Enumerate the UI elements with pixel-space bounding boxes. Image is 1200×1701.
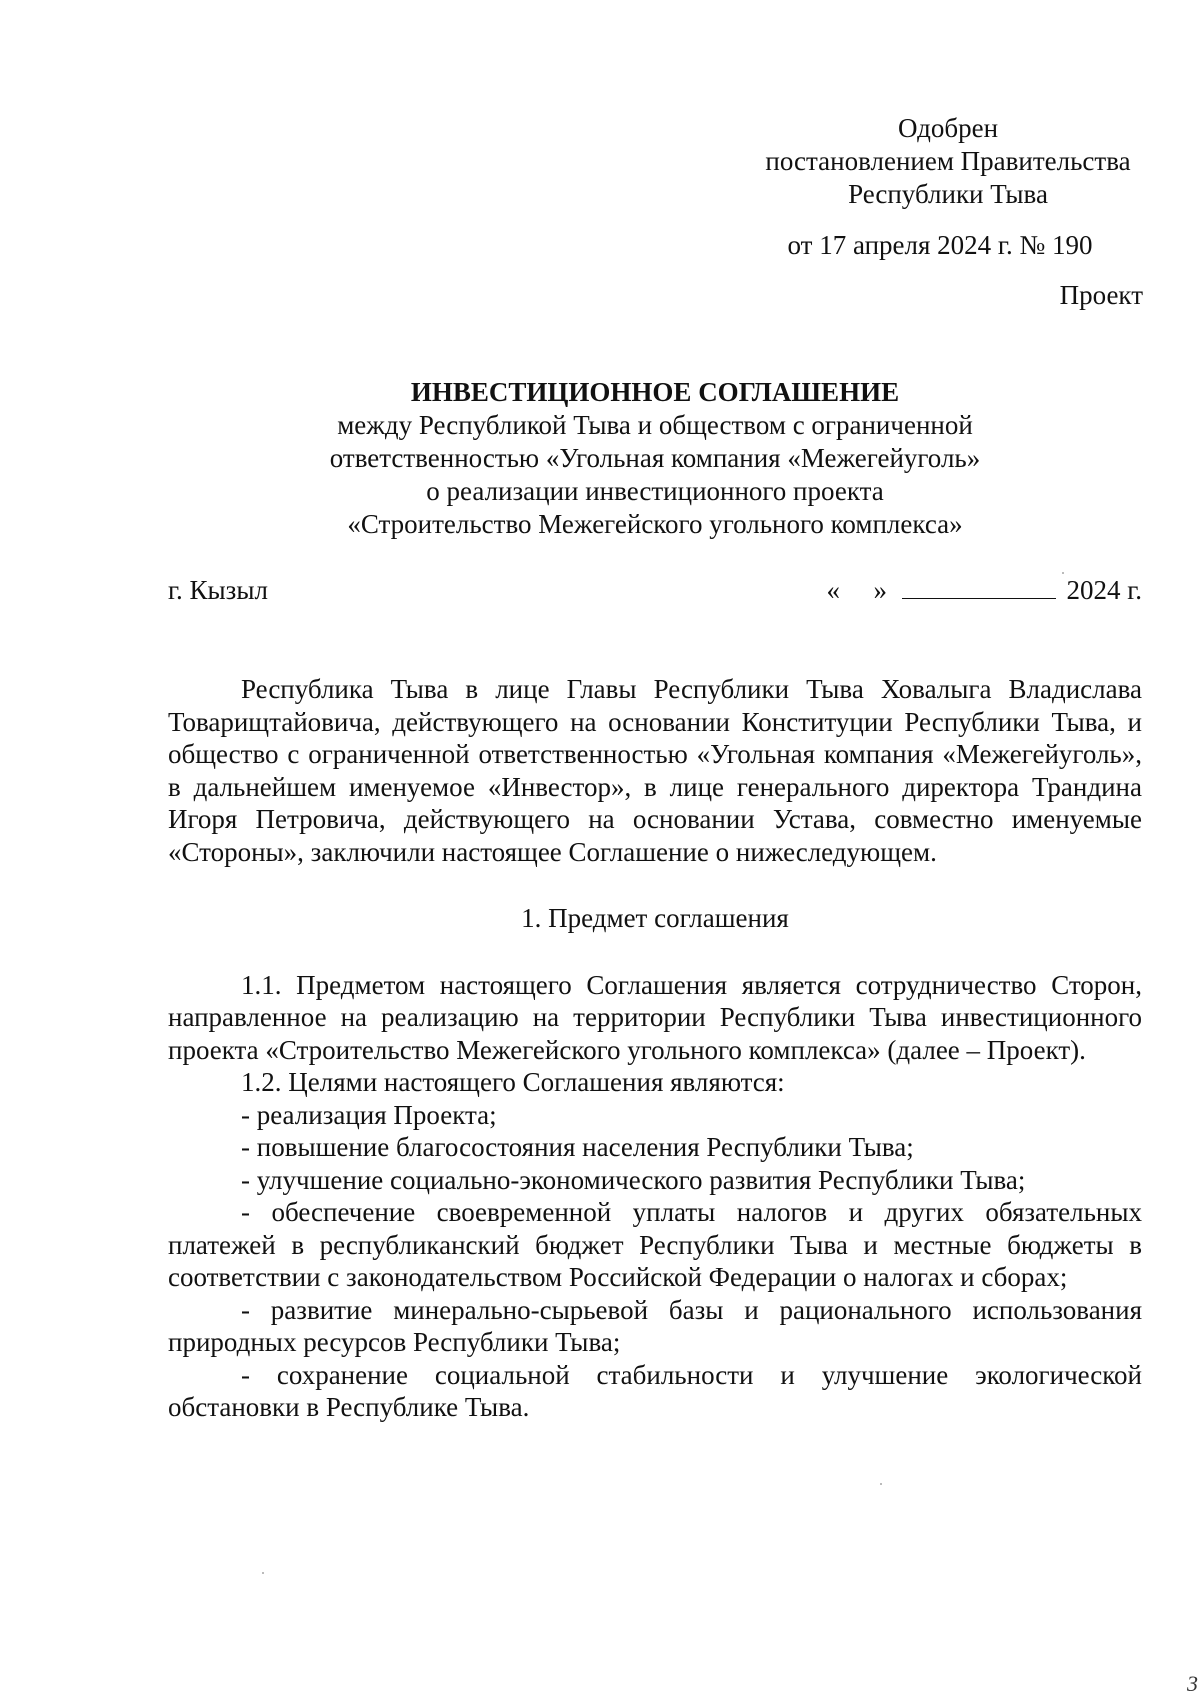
approval-date: от 17 апреля 2024 г. № 190 <box>787 230 1093 260</box>
scan-speck <box>880 1483 882 1485</box>
document-title-block <box>170 376 1140 541</box>
goal-item: - улучшение социально-экономического развития Республики Тыва; <box>241 1164 1026 1195</box>
date-year: 2024 г. <box>1066 575 1142 605</box>
signing-date <box>826 574 1142 607</box>
date-quote-open: « <box>826 575 840 605</box>
date-quote-close: » <box>873 575 887 605</box>
goal-item: - реализация Проекта; <box>241 1099 497 1130</box>
approval-line-republic: Республики Тыва <box>848 179 1048 209</box>
place-and-date-row <box>168 574 1142 608</box>
goal-item: - развитие минерально-сырьевой базы и рационального использования природных ресурсов Республики Тыва; <box>168 1294 1142 1357</box>
approval-line-resolution: постановлением Правительства <box>765 146 1131 176</box>
preamble-paragraph: Республика Тыва в лице Главы Республики Тыва Ховалыга Владислава Товарищтайовича, действующего на основании Конституции Республики Тыва, и общество с ограниченной ответственностью «Угольная компания «Межегейуголь», в дальнейшем именуемое «Инвестор», в лице генерального директора Трандина Игоря Петровича, действующего на основании Устава, совместно именуемые «Стороны», заключили настоящее Соглашение о нижеследующем. <box>168 674 1142 867</box>
approval-line-approved: Одобрен <box>897 113 999 143</box>
agreement-body <box>168 673 1142 1424</box>
date-month-blank <box>902 574 1056 599</box>
scan-speck <box>1062 572 1064 574</box>
goal-item: - обеспечение своевременной уплаты налогов и других обязательных платежей в республиканский бюджет Республики Тыва и местные бюджеты в соответствии с законодательством Российской Федерации о налогах и сборах; <box>168 1197 1142 1292</box>
goal-item: - сохранение социальной стабильности и улучшение экологической обстановки в Республике Тыва. <box>168 1359 1142 1422</box>
city-label: г. Кызыл <box>168 575 268 605</box>
page-corner-mark: 3 <box>1187 1671 1198 1696</box>
title-line-5: «Строительство Межегейского угольного комплекса» <box>347 509 963 539</box>
title-line-3: ответственностью «Угольная компания «Межегейуголь» <box>329 443 981 473</box>
title-line-4: о реализации инвестиционного проекта <box>426 476 884 506</box>
title-line-2: между Республикой Тыва и обществом с ограниченной <box>337 410 973 440</box>
approval-stamp-block <box>748 112 1148 211</box>
scan-speck <box>262 1572 264 1574</box>
clause-1-1: 1.1. Предметом настоящего Соглашения является сотрудничество Сторон, направленное на реализацию на территории Республики Тыва инвестиционного проекта «Строительство Межегейского угольного комплекса» (далее – Проект). <box>168 969 1142 1065</box>
draft-mark: Проект <box>1059 280 1143 310</box>
document-title: ИНВЕСТИЦИОННОЕ СОГЛАШЕНИЕ <box>410 377 900 407</box>
goal-item: - повышение благосостояния населения Республики Тыва; <box>241 1132 914 1162</box>
section-1-heading: 1. Предмет соглашения <box>521 903 789 933</box>
clause-1-2: 1.2. Целями настоящего Соглашения являются: <box>241 1067 785 1097</box>
